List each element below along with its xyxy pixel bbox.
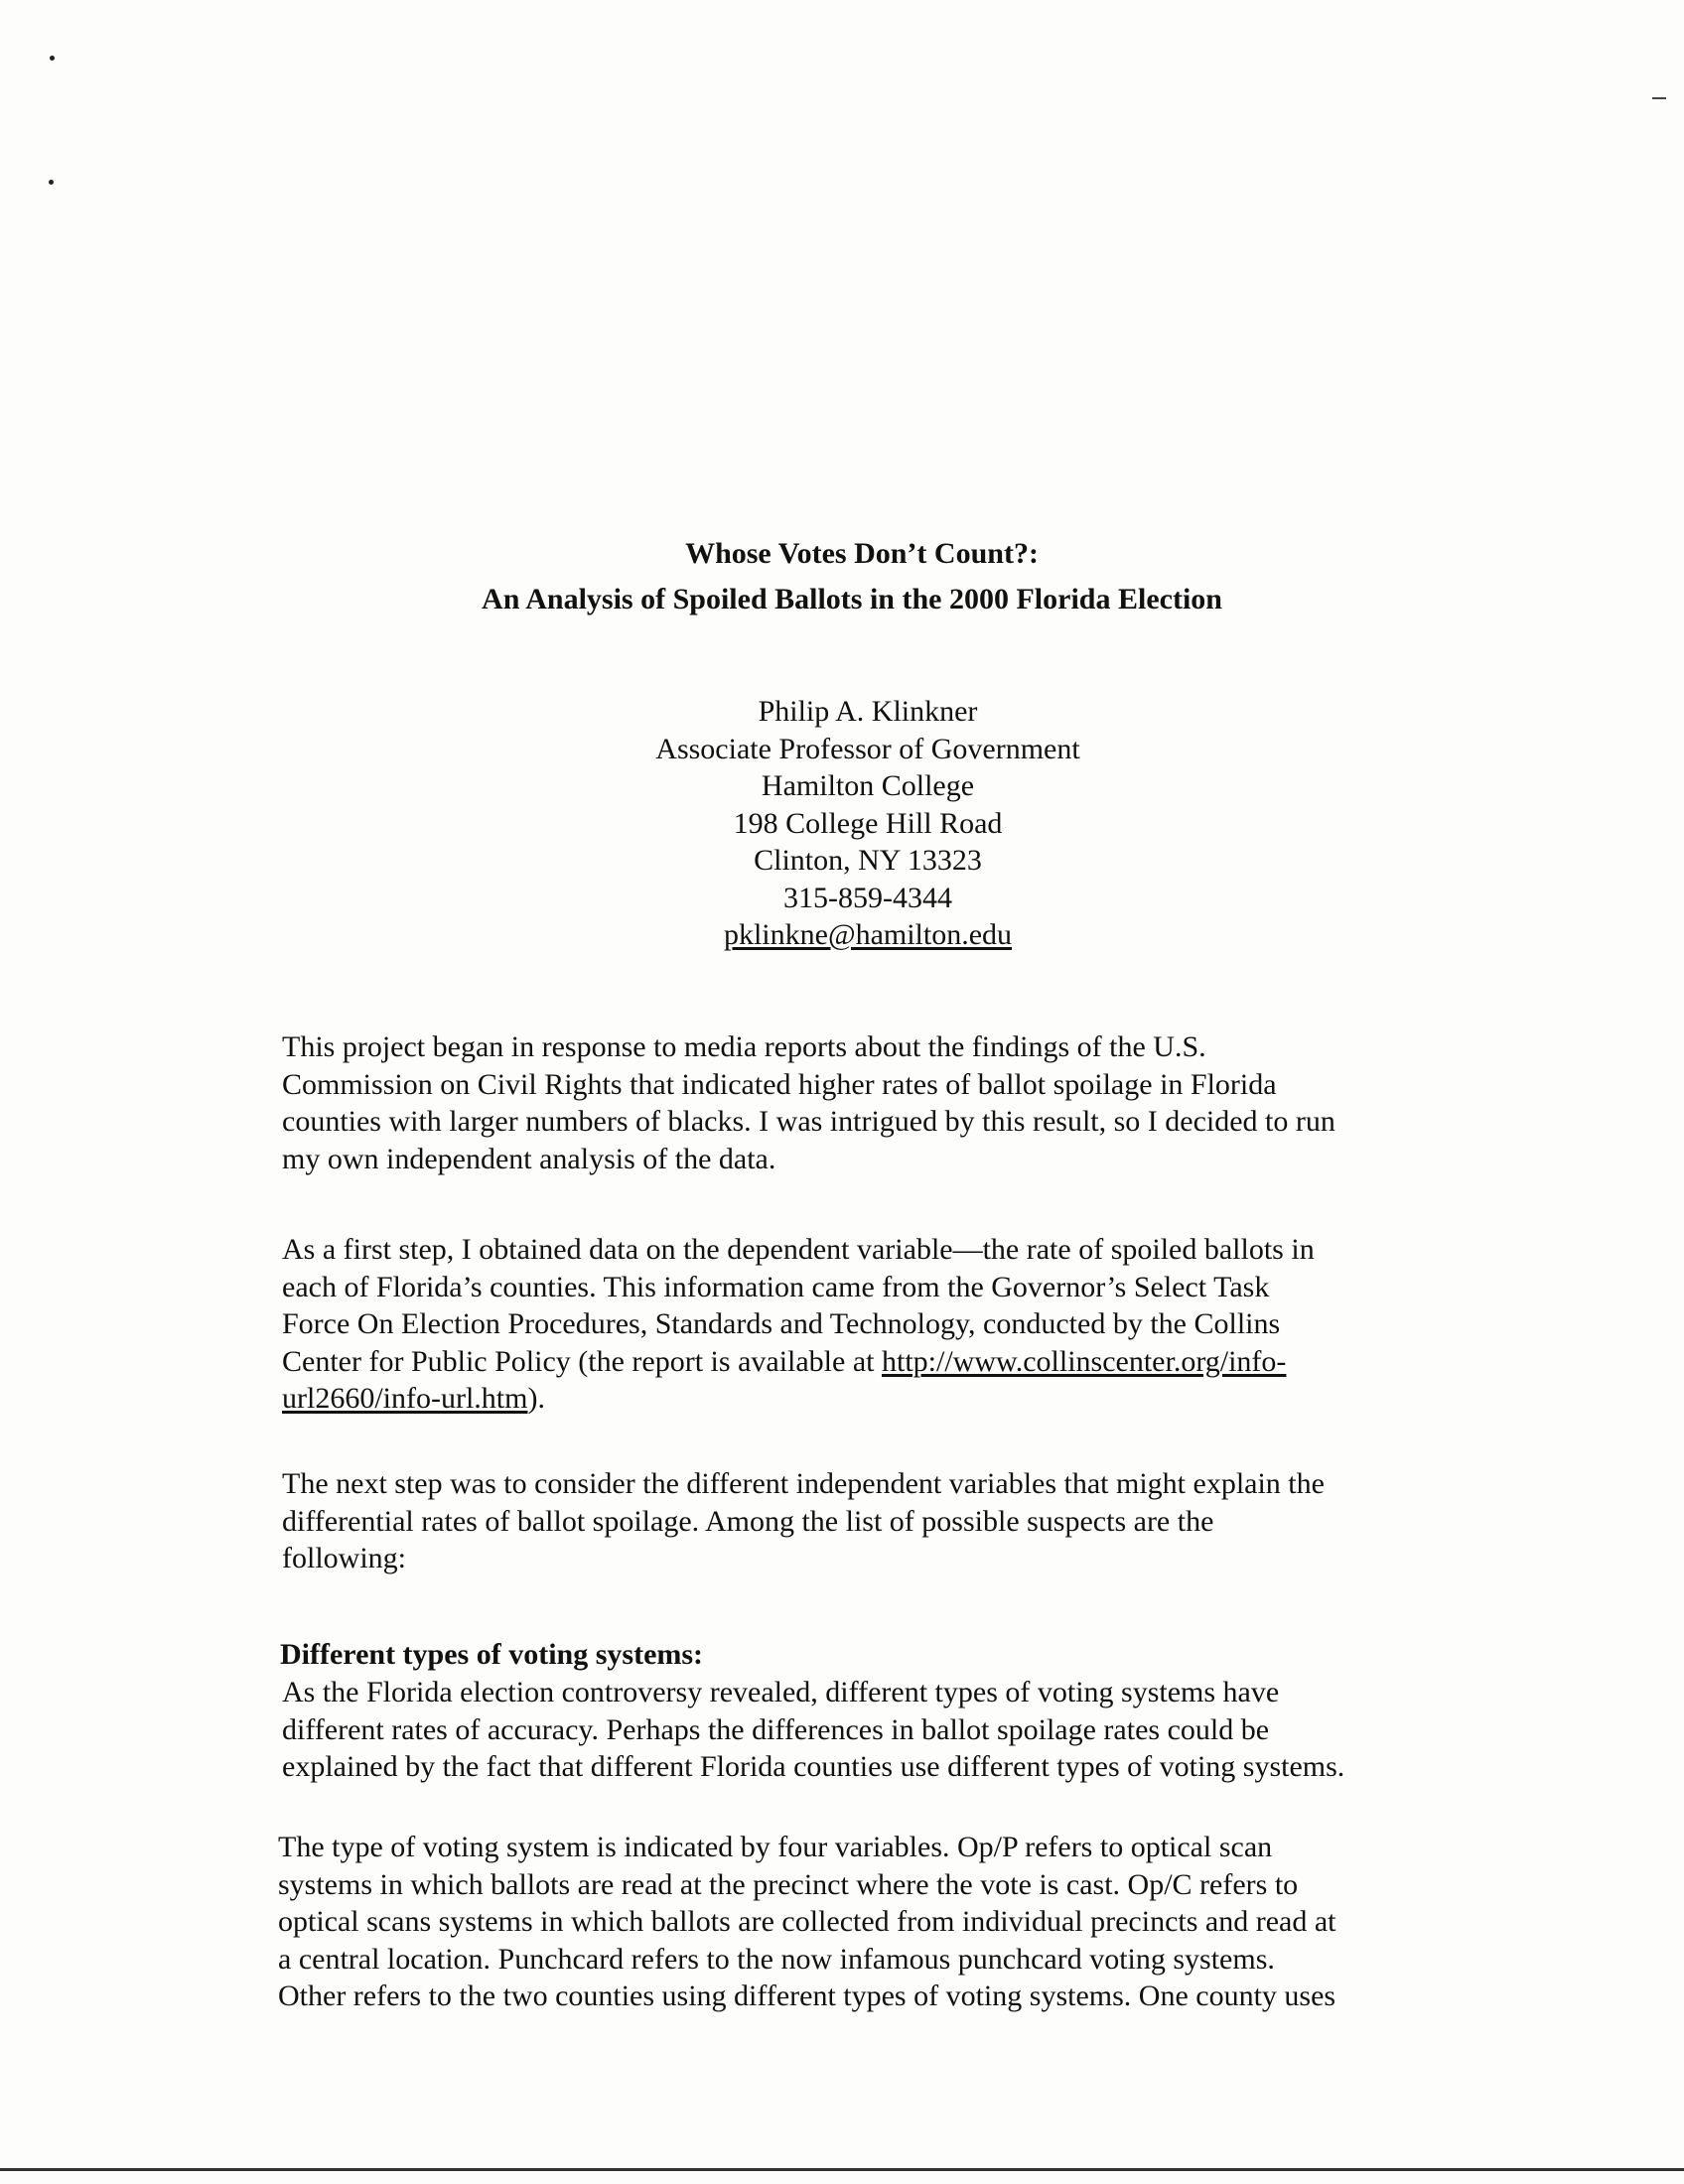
paragraph-system-types [278, 1829, 1470, 2015]
author-street: 198 College Hill Road [733, 806, 1003, 840]
paragraph-line: my own independent analysis of the data. [282, 1142, 776, 1175]
paragraph-line [282, 1343, 1474, 1381]
section-heading: Different types of voting systems: [280, 1638, 704, 1671]
paragraph-next-step [282, 1465, 1474, 1577]
paragraph-line: explained by the fact that different Florida counties use different types of voting systems. [282, 1750, 1345, 1783]
scan-speck [49, 180, 54, 185]
paragraph-voting-systems [282, 1674, 1474, 1786]
line-text: Center for Public Policy (the report is available at [282, 1344, 882, 1378]
paragraph-line: following: [282, 1542, 406, 1574]
paragraph-intro [282, 1028, 1474, 1177]
paragraph-line [282, 1380, 1474, 1418]
paragraph-line: The next step was to consider the different independent variables that might explain the [282, 1467, 1325, 1500]
author-position: Associate Professor of Government [655, 732, 1080, 765]
paragraph-line: As the Florida election controversy revealed, different types of voting systems have [282, 1676, 1280, 1708]
title-line: Whose Votes Don’t Count?: [685, 537, 1039, 570]
paragraph-line: The type of voting system is indicated by four variables. Op/P refers to optical scan [278, 1831, 1273, 1863]
author-name: Philip A. Klinkner [758, 695, 978, 728]
paragraph-line: Commission on Civil Rights that indicated higher rates of ballot spoilage in Florida [282, 1067, 1277, 1101]
author-email-link[interactable]: pklinkne@hamilton.edu [723, 918, 1013, 951]
scan-speck [50, 56, 55, 61]
author-institution: Hamilton College [761, 769, 975, 802]
scan-mark [1652, 97, 1666, 99]
author-block [0, 693, 1684, 954]
report-link-continued[interactable]: url2660/info-url.htm [282, 1382, 528, 1415]
report-link[interactable]: http://www.collinscenter.org/info- [881, 1344, 1287, 1378]
paragraph-line: each of Florida’s counties. This information came from the Governor’s Select Task [282, 1270, 1270, 1303]
author-phone: 315-859-4344 [783, 881, 952, 914]
paragraph-line: counties with larger numbers of blacks. I was intrigued by this result, so I decided to run [282, 1105, 1335, 1138]
paragraph-first-step [282, 1231, 1474, 1418]
subtitle-line: An Analysis of Spoiled Ballots in the 2000 Florida Election [482, 583, 1222, 615]
scan-bottom-edge [0, 2168, 1684, 2171]
paragraph-line: As a first step, I obtained data on the dependent variable—the rate of spoiled ballots in [282, 1233, 1315, 1266]
paragraph-line: a central location. Punchcard refers to the now infamous punchcard voting systems. [278, 1942, 1275, 1976]
paragraph-line: systems in which ballots are read at the precinct where the vote is cast. Op/C refers to [278, 1867, 1299, 1901]
paragraph-line: Other refers to the two counties using different types of voting systems. One county uses [278, 1979, 1336, 2012]
paragraph-line: This project began in response to media reports about the findings of the U.S. [282, 1030, 1206, 1063]
document-title [0, 531, 1684, 622]
author-city: Clinton, NY 13323 [754, 844, 982, 877]
paragraph-line: Force On Election Procedures, Standards and Technology, conducted by the Collins [282, 1307, 1281, 1340]
line-text: ). [527, 1382, 545, 1415]
paragraph-line: different rates of accuracy. Perhaps the differences in ballot spoilage rates could be [282, 1712, 1270, 1746]
paragraph-line: optical scans systems in which ballots are collected from individual precincts and read at [278, 1905, 1336, 1938]
paragraph-line: differential rates of ballot spoilage. Among the list of possible suspects are the [282, 1504, 1214, 1538]
